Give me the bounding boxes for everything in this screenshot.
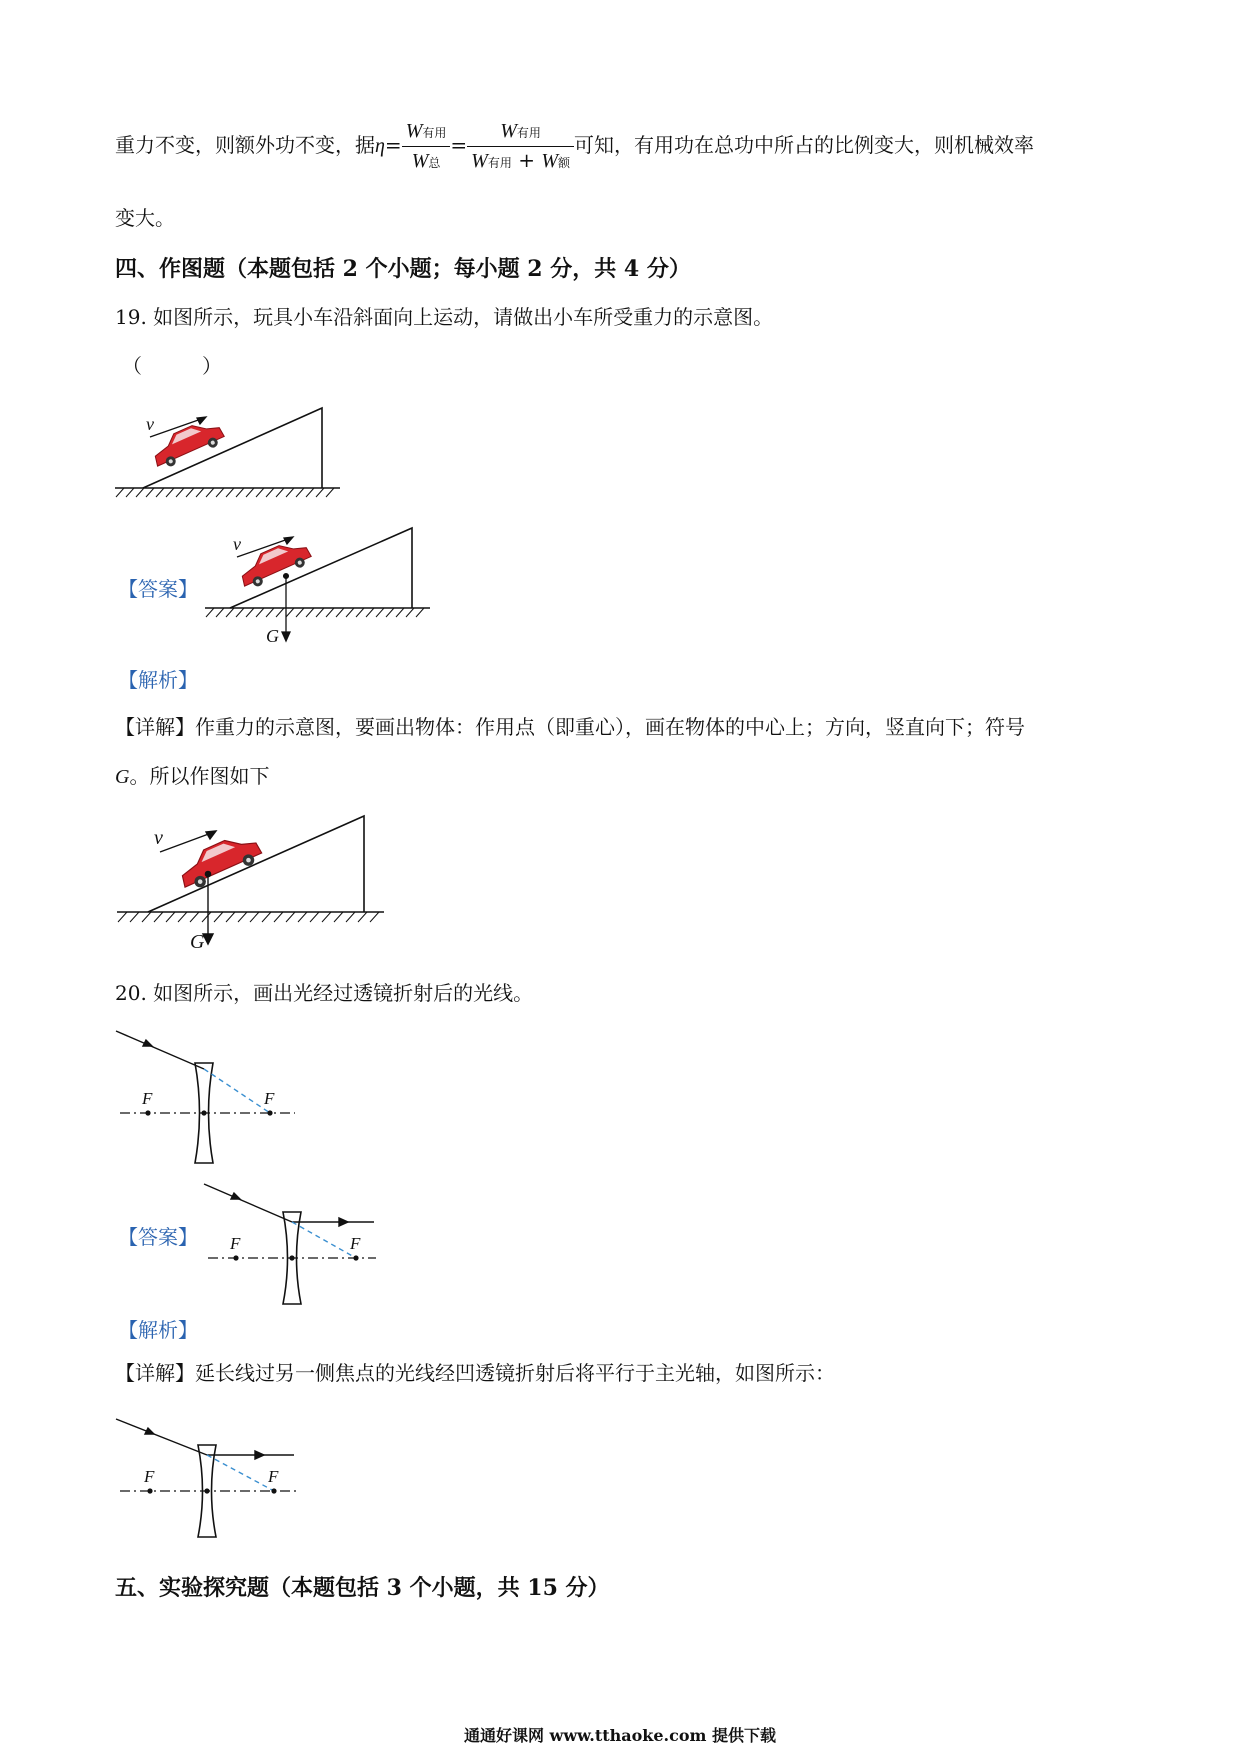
- subscript-total: 总: [428, 156, 441, 170]
- extension-line: [292, 1222, 356, 1258]
- focal-point-right: [271, 1488, 276, 1493]
- w-symbol: W: [500, 120, 517, 142]
- incident-ray: [116, 1419, 207, 1455]
- q20-detail-figure: [110, 1405, 310, 1555]
- fraction-2: [467, 118, 574, 175]
- q19-answer-blank: （ ）: [122, 354, 222, 378]
- intro-text-post: 可知，有用功在总功中所占的比例变大，则机械效率: [574, 133, 1034, 157]
- detail-text: 。所以作图如下: [129, 764, 270, 788]
- focal-point-right: [267, 1110, 272, 1115]
- focal-point-left: [145, 1110, 150, 1115]
- focal-label-right: F: [350, 1234, 361, 1253]
- focal-point-left: [147, 1488, 152, 1493]
- extension-line: [207, 1455, 274, 1491]
- q20-analysis-tag: 【解析】: [118, 1318, 198, 1342]
- equals-sign: =: [384, 133, 402, 157]
- q19-detail-figure: [112, 808, 397, 953]
- intro-line-1: [115, 118, 1034, 175]
- subscript-useful: 有用: [516, 126, 541, 140]
- focal-label-right: F: [264, 1089, 275, 1108]
- section-5-title: 五、实验探究题（本题包括 3 个小题，共 15 分）: [115, 1575, 610, 1601]
- w-symbol: W: [541, 150, 558, 172]
- intro-text-pre: 重力不变，则额外功不变，据: [115, 133, 375, 157]
- gravity-label: G: [266, 626, 279, 645]
- q19-analysis-tag: 【解析】: [118, 668, 198, 692]
- q19-incline-figure: [110, 400, 350, 500]
- focal-label-left: F: [230, 1234, 241, 1253]
- optical-center: [201, 1110, 206, 1115]
- subscript-extra: 额: [557, 156, 570, 170]
- incident-ray: [116, 1031, 204, 1069]
- fraction-1: [402, 118, 451, 175]
- equals-sign: =: [450, 133, 468, 157]
- plus-sign: +: [518, 148, 535, 172]
- q19-answer-tag: 【答案】: [118, 577, 198, 601]
- gravity-label: G: [190, 931, 205, 953]
- focal-label-right: F: [268, 1467, 279, 1486]
- focal-point-left: [233, 1255, 238, 1260]
- velocity-label: v: [146, 414, 154, 434]
- q20-text: 20. 如图所示，画出光经过透镜折射后的光线。: [115, 981, 534, 1005]
- optical-center: [289, 1255, 294, 1260]
- q20-answer-figure: [198, 1168, 388, 1318]
- incident-ray: [204, 1184, 292, 1222]
- velocity-label: v: [233, 534, 241, 554]
- q19-detail-line-1: 【详解】作重力的示意图，要画出物体：作用点（即重心），画在物体的中心上；方向，竖直向下；符号: [115, 715, 1025, 739]
- focal-label-left: F: [142, 1089, 153, 1108]
- w-symbol: W: [411, 150, 429, 172]
- q20-answer-tag: 【答案】: [118, 1225, 198, 1249]
- velocity-label: v: [154, 827, 163, 849]
- optical-center: [204, 1488, 209, 1493]
- q19-detail-line-2: [115, 762, 269, 791]
- q20-lens-figure: [110, 1015, 310, 1165]
- w-symbol: W: [471, 150, 488, 172]
- subscript-useful: 有用: [422, 126, 447, 140]
- intro-line-2: 变大。: [115, 206, 175, 230]
- q20-detail: 【详解】延长线过另一侧焦点的光线经凹透镜折射后将平行于主光轴，如图所示：: [115, 1361, 835, 1385]
- section-4-title: 四、作图题（本题包括 2 个小题；每小题 2 分，共 4 分）: [115, 256, 691, 282]
- q19-answer-figure: [200, 520, 440, 645]
- refracted-ray: [292, 1218, 374, 1226]
- subscript-useful: 有用: [487, 156, 512, 170]
- focal-label-left: F: [144, 1467, 155, 1486]
- toy-car-icon: [174, 829, 264, 894]
- q19-text: 19. 如图所示，玩具小车沿斜面向上运动，请做出小车所受重力的示意图。: [115, 305, 774, 329]
- w-symbol: W: [405, 120, 423, 142]
- extension-line: [204, 1069, 270, 1113]
- symbol-g: G: [115, 766, 130, 788]
- refracted-ray: [207, 1451, 294, 1459]
- page-footer: 通通好课网 www.tthaoke.com 提供下载: [463, 1726, 777, 1745]
- eta-symbol: η: [375, 135, 385, 157]
- focal-point-right: [353, 1255, 358, 1260]
